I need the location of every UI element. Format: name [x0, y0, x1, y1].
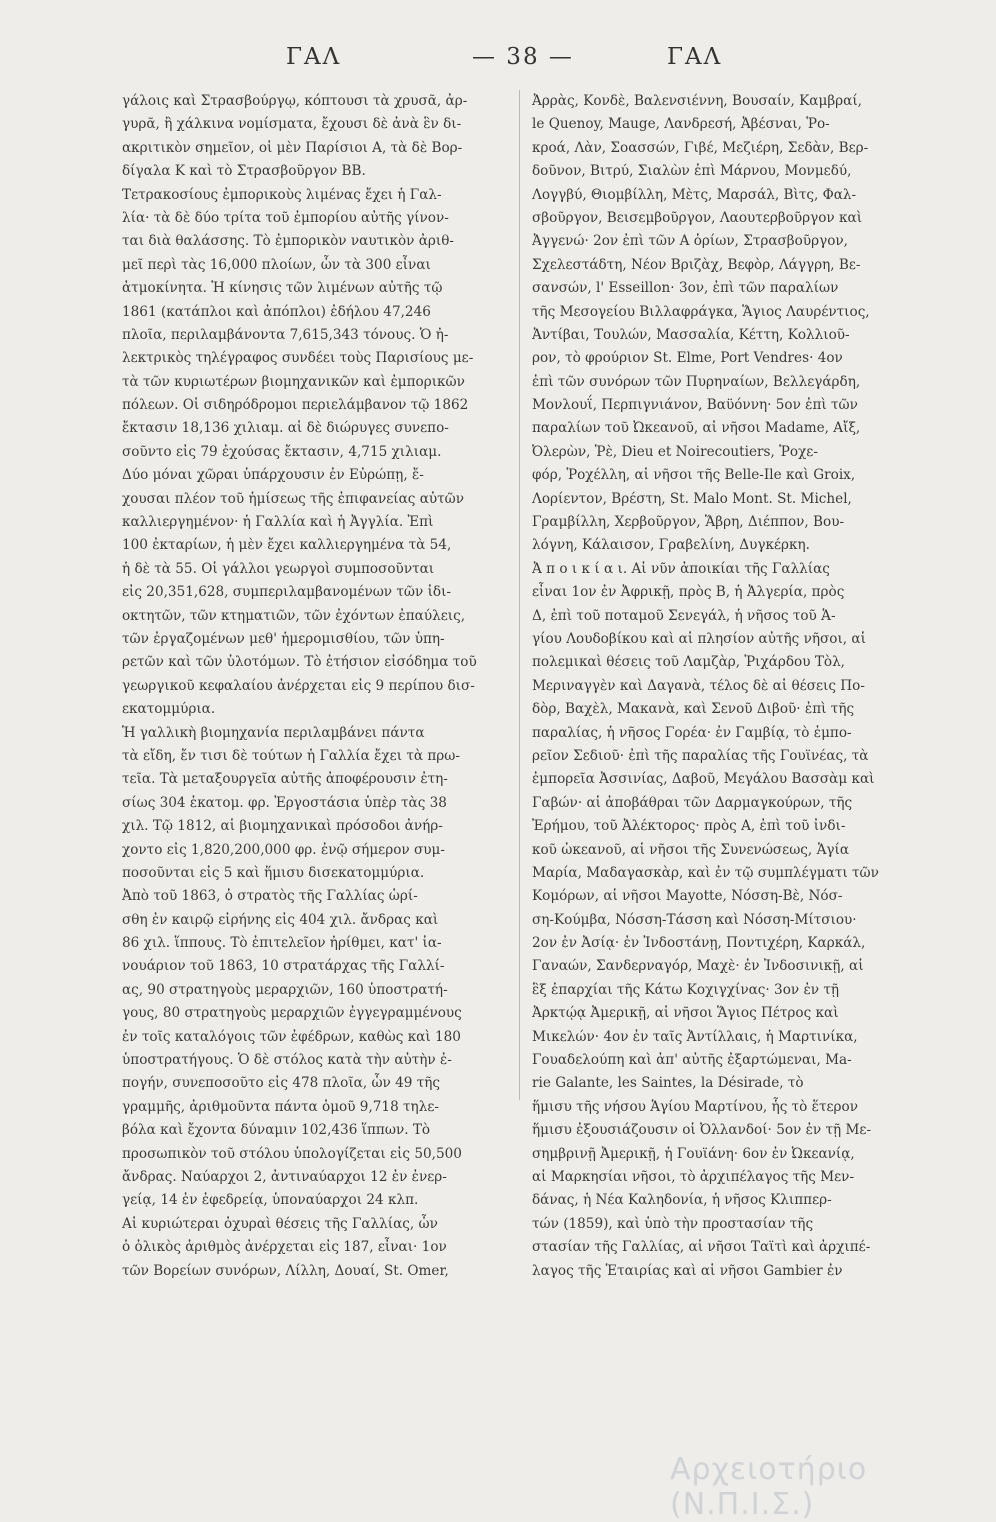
text-line: Αἱ κυριώτεραι ὀχυραὶ θέσεις τῆς Γαλλίας, ὧν	[122, 1215, 438, 1232]
text-line: ἄνδρας. Ναύαρχοι 2, ἀντιναύαρχοι 12 ἐν ἐνερ-	[122, 1168, 447, 1185]
text-line: 1861 (κατάπλοι καὶ ἀπόπλοι) ἐδήλου 47,246	[122, 303, 431, 320]
text-line: αἱ Μαρκησίαι νῆσοι, τὸ ἀρχιπέλαγος τῆς Μεν-	[532, 1168, 855, 1185]
text-line: τὰ εἴδη, ἔν τισι δὲ τούτων ἡ Γαλλία ἔχει τὰ πρω-	[122, 747, 460, 764]
text-line: σημβρινῇ Ἀμερικῇ, ἡ Γουϊάνη· 6ον ἐν Ὠκεανίᾳ,	[532, 1145, 855, 1162]
text-line: σανσών, l' Esseillon· 3ον, ἐπὶ τῶν παραλίων	[532, 280, 839, 297]
text-line: Λογγβύ, Θιομβίλλη, Μὲτς, Μαρσάλ, Βὶτς, Φαλ-	[532, 186, 857, 203]
text-line: ση-Κούμβα, Νόσση-Τάσση καὶ Νόσση-Μίτσιου·	[532, 911, 857, 928]
text-line: Δ, ἐπὶ τοῦ ποταμοῦ Σενεγάλ, ἡ νῆσος τοῦ Ἁ-	[532, 607, 836, 624]
text-line: λαγος τῆς Ἑταιρίας καὶ αἱ νῆσοι Gambier ἐν	[532, 1262, 843, 1279]
text-line: ἡ δὲ τὰ 55. Οἱ γάλλοι γεωργοὶ συμποσοῦνται	[122, 560, 435, 577]
text-line: Ὀλερὼν, Ῥὲ, Dieu et Noirecoutiers, Ῥοχε-	[532, 443, 818, 460]
text-line: Ἐρήμου, τοῦ Ἀλέκτορος· πρὸς Α, ἐπὶ τοῦ ἰνδι-	[532, 818, 846, 835]
text-line: ται διὰ θαλάσσης. Τὸ ἐμπορικὸν ναυτικὸν ἀριθ-	[122, 233, 454, 250]
text-line: ὑποστρατήγους. Ὁ δὲ στόλος κατὰ τὴν αὐτὴν ἐ-	[122, 1052, 452, 1069]
text-line: Τετρακοσίους ἐμπορικοὺς λιμένας ἔχει ἡ Γαλ-	[122, 186, 442, 203]
text-line: μεῖ περὶ τὰς 16,000 πλοίων, ὧν τὰ 300 εἶναι	[122, 256, 431, 273]
text-line: χοντο εἰς 1,820,200,000 φρ. ἐνῷ σήμερον συμ-	[122, 841, 445, 858]
text-line: τῶν ἐργαζομένων μεθ' ἡμερομισθίου, τῶν ὑπη-	[122, 630, 445, 647]
text-line: τών (1859), καὶ ὑπὸ τὴν προστασίαν τῆς	[532, 1215, 814, 1232]
text-line: στασίαν τῆς Γαλλίας, αἱ νῆσοι Ταϊτὶ καὶ ἀρχιπέ-	[532, 1239, 871, 1256]
text-line: εἰς 20,351,628, συμπεριλαμβανομένων τῶν ἰδι-	[122, 584, 452, 601]
text-line: Μεριναγγὲν καὶ Δαγανὰ, τέλος δὲ αἱ θέσεις Πο-	[532, 677, 865, 694]
text-line: τῶν Βορείων συνόρων, Λίλλη, Δουαί, St. Omer,	[122, 1262, 449, 1279]
text-line: βόλα καὶ ἔχοντα δύναμιν 102,436 ἵππων. Τὸ	[122, 1122, 431, 1139]
text-line: παραλίας, ἡ νῆσος Γορέα· ἐν Γαμβίᾳ, τὸ ἐμπο-	[532, 724, 852, 741]
text-line: Γαβών· αἱ ἀποβάθραι τῶν Δαρμαγκούρων, τῆς	[532, 794, 853, 811]
text-line: κροά, Λὰν, Σοασσών, Γιβέ, Μεζιέρη, Σεδὰν, Βερ-	[532, 139, 869, 156]
text-line: ρεῖον Σεδιοῦ· ἐπὶ τῆς παραλίας τῆς Γουϊνέας, τὰ	[532, 747, 869, 764]
text-line: ἐμπορεῖα Ἀσσινίας, Δαβοῦ, Μεγάλου Βασσὰμ καὶ	[532, 771, 875, 788]
text-line: Μονλουΐ, Περπιγνιάνον, Βαϋόννη· 5ον ἐπὶ τῶν	[532, 397, 858, 414]
left-text-column	[122, 90, 514, 1283]
text-line: τῆς Μεσογείου Βιλλαφράγκα, Ἅγιος Λαυρέντιος,	[532, 303, 870, 320]
text-line: ὁ ὁλικὸς ἀριθμὸς ἀνέρχεται εἰς 187, εἶναι· 1ον	[122, 1239, 447, 1256]
text-line: γραμμῆς, ἀριθμοῦντα πάντα ὁμοῦ 9,718 τηλε-	[122, 1098, 439, 1115]
text-line: προσωπικὸν τοῦ στόλου ὑπολογίζεται εἰς 50,500	[122, 1145, 462, 1162]
text-line: δίγαλα Κ καὶ τὸ Στρασβοῦργον ΒΒ.	[122, 163, 366, 180]
text-line: Ἀντίβαι, Τουλών, Μασσαλία, Κέττη, Κολλιοῦ-	[532, 326, 850, 343]
text-line: Γαναών, Σανδερναγόρ, Μαχὲ· ἐν Ἰνδοσινικῇ, αἱ	[532, 958, 864, 975]
text-line: ρετῶν καὶ τῶν ὑλοτόμων. Τὸ ἐτήσιον εἰσόδημα τοῦ	[122, 654, 477, 671]
text-line: γυρᾶ, ἢ χάλκινα νομίσματα, ἔχουσι δὲ ἀνὰ ἓν δι-	[122, 116, 462, 133]
header-right-word: ΓΑΛ	[667, 44, 723, 70]
text-line: 2ον ἐν Ἀσίᾳ· ἐν Ἰνδοστάνῃ, Ποντιχέρη, Καρκάλ,	[532, 935, 866, 952]
text-line: χιλ. Τῷ 1812, αἱ βιομηχανικαὶ πρόσοδοι ἀνήρ-	[122, 818, 443, 835]
text-line: σβοῦργον, Βεισεμβοῦργον, Λαουτερβοῦργον καὶ	[532, 209, 863, 226]
text-line: Μαρία, Μαδαγασκὰρ, καὶ ἐν τῷ συμπλέγματι τῶν	[532, 864, 879, 881]
text-line: ακριτικὸν σημεῖον, οἱ μὲν Παρίσιοι Α, τὰ δὲ Βορ-	[122, 139, 463, 156]
text-line: Γουαδελούπη καὶ ἀπ' αὐτῆς ἐξαρτώμεναι, Ma-	[532, 1052, 852, 1069]
text-line: σίως 304 ἑκατομ. φρ. Ἐργοστάσια ὑπὲρ τὰς 38	[122, 794, 447, 811]
text-line: Δύο μόναι χῶραι ὑπάρχουσιν ἐν Εὐρώπῃ, ἔ-	[122, 467, 424, 484]
text-line: le Quenoy, Mauge, Λανδρεσή, Ἀβέσναι, Ῥο-	[532, 116, 830, 133]
text-line: πόλεων. Οἱ σιδηρόδρομοι περιελάμβανον τῷ 1862	[122, 397, 469, 414]
header-left-word: ΓΑΛ	[286, 44, 342, 70]
text-line: ποσοῦνται εἰς 5 καὶ ἥμισυ δισεκατομμύρια.	[122, 864, 425, 881]
right-text-column	[532, 90, 924, 1283]
text-line: τὰ τῶν κυριωτέρων βιομηχανικῶν καὶ ἐμπορικῶν	[122, 373, 465, 390]
column-divider	[519, 90, 520, 1100]
text-line: δάνας, ἡ Νέα Καληδονία, ἡ νῆσος Κλιππερ-	[532, 1192, 832, 1209]
text-line: πολεμικαὶ θέσεις τοῦ Λαμζὰρ, Ῥιχάρδου Τὸλ,	[532, 654, 846, 671]
text-line: ἥμισυ τῆς νήσου Ἁγίου Μαρτίνου, ἧς τὸ ἕτερον	[532, 1098, 858, 1115]
text-line: Γραμβίλλη, Χερβοῦργον, Ἅβρη, Διέππον, Βου-	[532, 514, 845, 531]
text-line: πογήν, συνεποσοῦτο εἰς 478 πλοῖα, ὧν 49 τῆς	[122, 1075, 441, 1092]
text-line: γους, 80 στρατηγοὺς μεραρχιῶν ἐγγεγραμμένους	[122, 1005, 462, 1022]
text-line: καλλιεργημένον· ἡ Γαλλία καὶ ἡ Ἀγγλία. Ἐπὶ	[122, 514, 434, 531]
text-line: Κομόρων, αἱ νῆσοι Mayotte, Νόσση-Βὲ, Νόσ-	[532, 888, 843, 905]
page-number: — 38 —	[472, 44, 574, 70]
text-line: νουάριον τοῦ 1863, 10 στρατάρχας τῆς Γαλλί-	[122, 958, 445, 975]
text-line: Μικελών· 4ον ἐν ταῖς Ἀντίλλαις, ἡ Μαρτινίκα,	[532, 1028, 858, 1045]
text-line: ἔκτασιν 18,136 χιλιαμ. αἱ δὲ διώρυγες συνεπο-	[122, 420, 449, 437]
text-line: οκτητῶν, τῶν κτηματιῶν, τῶν ἐχόντων ἐπαύλεις,	[122, 607, 466, 624]
text-line: σθη ἐν καιρῷ εἰρήνης εἰς 404 χιλ. ἄνδρας καὶ	[122, 911, 439, 928]
text-line: εἶναι 1ον ἐν Ἀφρικῇ, πρὸς Β, ἡ Ἀλγερία, πρὸς	[532, 584, 845, 601]
text-line: τεῖα. Τὰ μεταξουργεῖα αὐτῆς ἀποφέρουσιν ἐτη-	[122, 771, 448, 788]
text-line: Ἀπὸ τοῦ 1863, ὁ στρατὸς τῆς Γαλλίας ὡρί-	[122, 888, 418, 905]
text-line: ἐν τοῖς καταλόγοις τῶν ἐφέδρων, καθὼς καὶ 180	[122, 1028, 461, 1045]
text-line: ἥμισυ ἐξουσιάζουσιν οἱ Ὀλλανδοί· 5ον ἐν τῇ Με-	[532, 1122, 872, 1139]
text-line: γάλοις καὶ Στρασβούργῳ, κόπτουσι τὰ χρυσᾶ, ἀρ-	[122, 93, 468, 109]
text-line: εκατομμύρια.	[122, 701, 216, 718]
text-line: 86 χιλ. ἵππους. Τὸ ἐπιτελεῖον ἠρίθμει, κατ' ἰα-	[122, 935, 442, 952]
text-line: παραλίων τοῦ Ὠκεανοῦ, αἱ νῆσοι Madame, Αἴξ,	[532, 420, 861, 437]
text-line: ἀτμοκίνητα. Ἡ κίνησις τῶν λιμένων αὐτῆς τῷ	[122, 280, 443, 297]
text-line: δοῦνον, Βιτρύ, Σιαλὼν ἐπὶ Μάρνου, Μονμεδύ,	[532, 163, 852, 180]
text-line: ἐπὶ τῶν συνόρων τῶν Πυρηναίων, Βελλεγάρδη,	[532, 373, 861, 390]
text-line: Ἀ π ο ι κ ί α ι. Αἱ νῦν ἀποικίαι τῆς Γαλλίας	[532, 560, 830, 577]
text-line: λία· τὰ δὲ δύο τρίτα τοῦ ἐμπορίου αὐτῆς γίνον-	[122, 209, 449, 226]
text-line: λεκτρικὸς τηλέγραφος συνδέει τοὺς Παρισίους με-	[122, 350, 474, 367]
text-line: δὸρ, Βαχὲλ, Μακανὰ, καὶ Σενοῦ Διβοῦ· ἐπὶ τῆς	[532, 701, 855, 718]
text-line: Ἀγγενώ· 2ον ἐπὶ τῶν Α ὁρίων, Στρασβοῦργον,	[532, 233, 848, 250]
text-line: πλοῖα, περιλαμβάνοντα 7,615,343 τόνους. Ὁ ἠ-	[122, 326, 449, 343]
text-line: Ἀρκτῴᾳ Ἀμερικῇ, αἱ νῆσοι Ἅγιος Πέτρος καὶ	[532, 1005, 839, 1022]
text-line: Ἡ γαλλικὴ βιομηχανία περιλαμβάνει πάντα	[122, 724, 425, 741]
text-line: ρον, τὸ φρούριον St. Elme, Port Vendres· 4ον	[532, 350, 843, 367]
text-line: κοῦ ὠκεανοῦ, αἱ νῆσοι τῆς Συνενώσεως, Ἁγία	[532, 841, 850, 858]
text-line: Λορίεντον, Βρέστη, St. Malo Mont. St. Michel,	[532, 490, 852, 507]
text-line: Ἀρρὰς, Κονδὲ, Βαλενσιέννη, Βουσαίν, Καμβραί,	[532, 93, 863, 109]
text-line: φόρ, Ῥοχέλλη, αἱ νῆσοι τῆς Belle-Ile καὶ Groix,	[532, 467, 856, 484]
text-line: γίου Λουδοβίκου καὶ αἱ πλησίον αὐτῆς νῆσοι, αἱ	[532, 630, 866, 647]
text-line: 100 ἐκταρίων, ἡ μὲν ἔχει καλλιεργημένα τὰ 54,	[122, 537, 452, 554]
text-line: γείᾳ, 14 ἐν ἐφεδρείᾳ, ὑποναύαρχοι 24 κλπ.	[122, 1192, 419, 1209]
library-watermark: Αρχειοτήριο (Ν.Π.Ι.Σ.)	[670, 1452, 868, 1522]
text-line: χουσαι πλέον τοῦ ἡμίσεως τῆς ἐπιφανείας αὐτῶν	[122, 490, 465, 507]
text-line: λόγνη, Κάλαισον, Γραβελίνη, Δυγκέρκη.	[532, 537, 811, 554]
text-line: γεωργικοῦ κεφαλαίου ἀνέρχεται εἰς 9 περίπου δισ-	[122, 677, 475, 694]
text-line: rie Galante, les Saintes, la Désirade, τὸ	[532, 1075, 804, 1092]
text-line: Σχελεστάδτη, Νέον Βριζὰχ, Βεφὸρ, Λάγγρη, Βε-	[532, 256, 861, 273]
text-line: ας, 90 στρατηγοὺς μεραρχιῶν, 160 ὑποστρατή-	[122, 981, 448, 998]
text-line: ἓξ ἐπαρχίαι τῆς Κάτω Κοχιγχίνας· 3ον ἐν τῇ	[532, 981, 840, 998]
text-line: σοῦντο εἰς 79 ἐχούσας ἔκτασιν, 4,715 χιλιαμ.	[122, 443, 442, 460]
